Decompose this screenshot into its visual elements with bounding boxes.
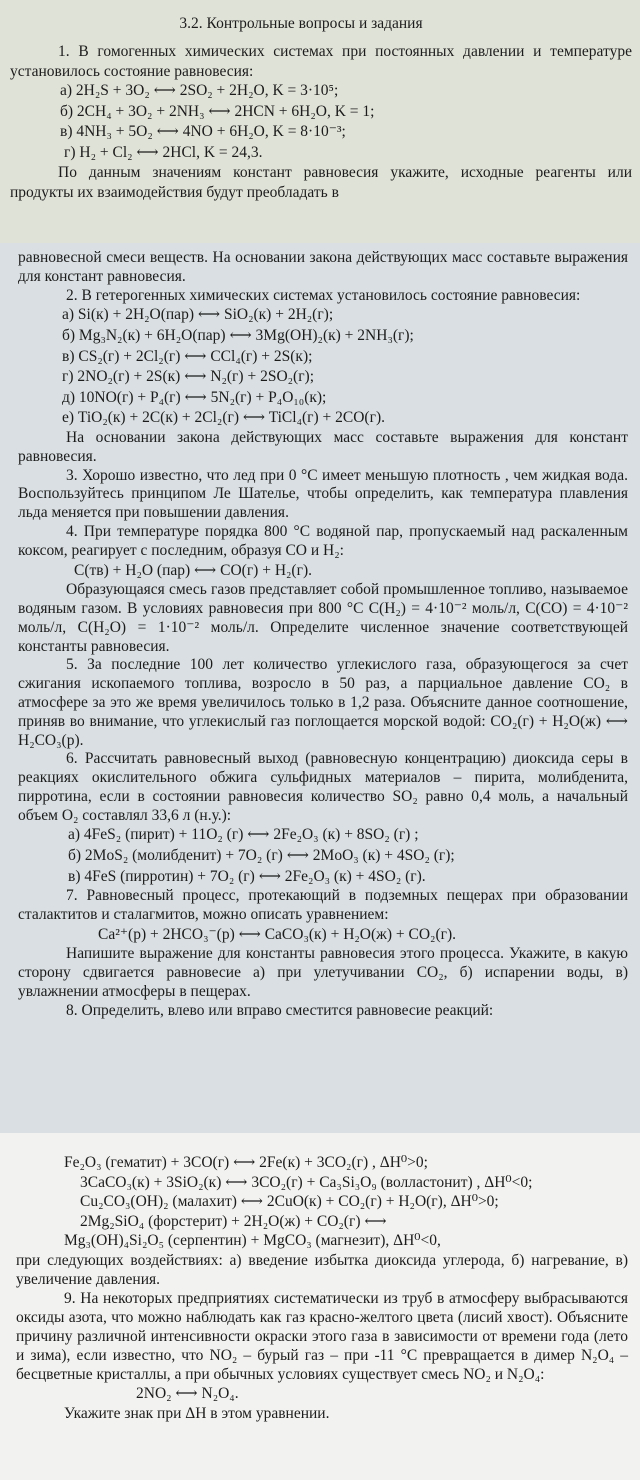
equation-8a: Fe₂O₃ (гематит) + 3CO(г) ⟷ 2Fe(к) + 3CO₂(г) , ΔH⁰>0;	[64, 1154, 428, 1171]
equation-2e: д) 10NO(г) + P₄(г) ⟷ 5N₂(г) + P₄O₁₀(к);	[62, 388, 327, 406]
page-fragment-2	[0, 243, 640, 1133]
question-9-final: Укажите знак при ΔH в этом уравнении.	[64, 1404, 330, 1422]
question-2-closing: На основании закона действующих масс составьте выражения для констант равновесия.	[18, 428, 628, 465]
equation-2f: е) TiO₂(к) + 2C(к) + 2Cl₂(г) ⟷ TiCl₄(г) + 2CO(г).	[62, 409, 385, 427]
equation-2a: а) Si(к) + 2H₂O(пар) ⟷ SiO₂(к) + 2H₂(г);	[62, 306, 334, 324]
page-fragment-1	[0, 0, 640, 243]
question-7-paragraph-2: Напишите выражение для константы равновесия этого процесса. Укажите, в какую сторону сдвигается равновесие а) при улетучивании CO₂, б) испарении воды, в) увлажнении атмосферы в пещерах.	[18, 945, 628, 1001]
question-1-continuation: равновесной смеси веществ. На основании закона действующих масс составьте выражения для констант равновесия.	[18, 249, 628, 285]
question-8-text: 8. Определить, влево или вправо сместится равновесие реакций:	[66, 1001, 494, 1019]
equation-2b: б) Mg₃N₂(к) + 6H₂O(пар) ⟷ 3Mg(OH)₂(к) + 2NH₃(г);	[62, 326, 414, 344]
equation-6c: в) 4FeS (пирротин) + 7O₂ (г) ⟷ 2Fe₂O₃ (к) + 4SO₂ (г).	[68, 867, 426, 885]
section-heading: 3.2. Контрольные вопросы и задания	[179, 15, 423, 32]
question-4-paragraph-2: Образующаяся смесь газов представляет собой промышленное топливо, называемое водяным газом. В условиях равновесия при 800 °С C(H₂) = 4·10⁻² моль/л, C(CO) = 4·10⁻² моль/л, C(H₂O) = 1·10⁻² моль/л. Определите численное значение соответствующей константы равновесия.	[18, 581, 628, 655]
equation-6b: б) 2MoS₂ (молибденит) + 7O₂ (г) ⟷ 2MoO₃ (к) + 4SO₂ (г);	[68, 847, 455, 865]
question-8-closing: при следующих воздействиях: а) введение избытка диоксида углерода, б) нагревание, в) увеличение давления.	[16, 1251, 628, 1288]
equation-8b: 3CaCO₃(к) + 3SiO₂(к) ⟷ 3CO₂(г) + Ca₃Si₃O₉ (волластонит) , ΔH⁰<0;	[80, 1173, 533, 1191]
equation-1c: в) 4NH₃ + 5O₂ ⟷ 4NO + 6H₂O, K = 8·10⁻³;	[60, 123, 346, 140]
question-6-text: 6. Рассчитать равновесный выход (равновесную концентрацию) диоксида серы в реакциях окислительного обжига сульфидных материалов – пирита, молибденита, пирротина, если в состоянии равновесия количество SO₂ равно 0,4 моль, а начальный объем O₂ составлял 33,6 л (н.у.):	[18, 750, 628, 824]
equation-8c: Cu₂CO₃(OH)₂ (малахит) ⟷ 2CuO(к) + CO₂(г) + H₂O(г), ΔH⁰>0;	[80, 1193, 499, 1211]
question-7-text: 7. Равновесный процесс, протекающий в подземных пещерах при образовании сталактитов и сталагмитов, можно описать уравнением:	[18, 887, 628, 924]
equation-7: Ca²⁺(р) + 2HCO₃⁻(р) ⟷ CaCO₃(к) + H₂O(ж) + CO₂(г).	[98, 925, 457, 943]
question-5-text: 5. За последние 100 лет количество углекислого газа, образующегося за счет сжигания ископаемого топлива, возросло в 50 раз, а парциальное давление CO₂ в атмосфере за это же время увеличилось только в 1,2 раза. Объясните данное соотношение, приняв во внимание, что углекислый газ поглощается морской водой: CO₂(г) + H₂O(ж) ⟷ H₂CO₃(р).	[18, 656, 628, 749]
question-1-closing: По данным значениям констант равновесия укажите, исходные реагенты или продукты их взаимодействия будут преобладать в	[10, 164, 632, 201]
equation-9: 2NO₂ ⟷ N₂O₄.	[136, 1384, 239, 1402]
equation-2c: в) CS₂(г) + 2Cl₂(г) ⟷ CCl₄(г) + 2S(к);	[62, 347, 313, 365]
question-4-text: 4. При температуре порядка 800 °С водяной пар, пропускаемый над раскаленным коксом, реагирует с последним, образуя CO и H₂:	[18, 522, 628, 559]
question-9-text: 9. На некоторых предприятиях систематически из труб в атмосферу выбрасываются оксиды азота, что можно наблюдать как газ красно-желтого цвета (лисий хвост). Объясните причину различной интенсивности окраски этого газа в зависимости от времени года (лето и зима), если известно, что NO₂ – бурый газ – при -11 °С превращается в димер N₂O₄ – бесцветные кристаллы, а при обычных условиях существует смесь NO₂ и N₂O₄:	[16, 1289, 628, 1383]
equation-2d: г) 2NO₂(г) + 2S(к) ⟷ N₂(г) + 2SO₂(г);	[62, 368, 315, 386]
page-fragment-3	[0, 1133, 640, 1480]
equation-1a: а) 2H₂S + 3O₂ ⟷ 2SO₂ + 2H₂O, K = 3·10⁵;	[60, 82, 339, 99]
equation-6a: а) 4FeS₂ (пирит) + 11O₂ (г) ⟷ 2Fe₂O₃ (к) + 8SO₂ (г) ;	[68, 826, 419, 844]
question-1-text: 1. В гомогенных химических системах при постоянных давлении и температуре установилось состояние равновесия:	[10, 43, 632, 80]
equation-1b: б) 2CH₄ + 3O₂ + 2NH₃ ⟷ 2HCN + 6H₂O, K = 1;	[60, 102, 375, 120]
question-3-text: 3. Хорошо известно, что лед при 0 °С имеет меньшую плотность , чем жидкая вода. Воспользуйтесь принципом Ле Шателье, чтобы определить, как температура плавления льда меняется при повышении давления.	[18, 466, 628, 522]
equation-8d: 2Mg₂SiO₄ (форстерит) + 2H₂O(ж) + CO₂(г) ⟷	[80, 1212, 387, 1230]
equation-8e: Mg₃(OH)₄Si₂O₅ (серпентин) + MgCO₃ (магнезит), ΔH⁰<0,	[64, 1232, 441, 1250]
question-2-text: 2. В гетерогенных химических системах установилось состояние равновесия:	[66, 286, 581, 304]
equation-1d: г) H₂ + Cl₂ ⟷ 2HCl, K = 24,3.	[64, 143, 263, 161]
equation-4: C(тв) + H₂O (пар) ⟷ CO(г) + H₂(г).	[74, 561, 312, 579]
